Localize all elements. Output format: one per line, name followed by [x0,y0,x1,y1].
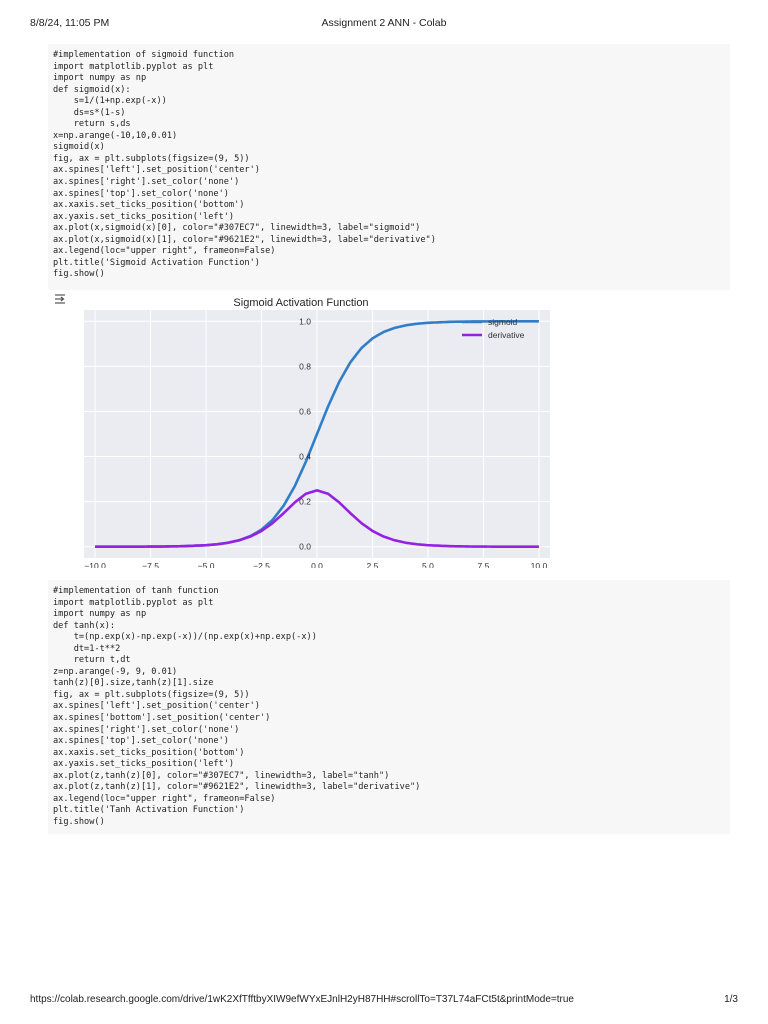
x-tick-label: 7.5 [477,561,490,568]
x-tick-label: −2.5 [253,561,270,568]
y-tick-label: 0.4 [299,451,311,462]
code-cell-sigmoid[interactable] [48,44,730,290]
x-tick-label: 0.0 [311,561,323,568]
print-footer [0,994,768,1008]
print-header [0,17,768,31]
x-tick-label: −5.0 [197,561,215,568]
code-editor[interactable]: #implementation of tanh function import matplotlib.pyplot as plt import numpy as np def tanh(x): t=(np.exp(x)-np.exp(-x))/(np.exp(x)+np.exp(-x)) dt=1-t**2 return t,dt z=np.arange(-9, 9, 0.01) tanh(z)[0].size,tanh(z)[1].size fig, ax = plt.subplots(figsize=(9, 5)) ax.spines['left'].set_position('center') ax.spines['bottom'].set_position('center') ax.spines['right'].set_color('none') ax.spines['top'].set_color('none') ax.xaxis.set_ticks_position('bottom') ax.yaxis.set_ticks_position('left') ax.plot(z,tanh(z)[0], color="#307EC7", linewidth=3, label="tanh") ax.plot(z,tanh(z)[1], color="#9621E2", linewidth=3, label="derivative") ax.legend(loc="upper right", frameon=False) plt.title('Tanh Activation Function') fig.show() [53,586,421,827]
print-page-title: Assignment 2 ANN - Colab [321,17,447,29]
x-tick-label: 5.0 [422,561,434,568]
code-cell-tanh[interactable] [48,580,730,834]
print-datetime: 8/8/24, 11:05 PM [30,17,110,29]
y-tick-label: 0.0 [299,541,311,552]
legend-label-sigmoid: sigmoid [488,317,518,327]
sigmoid-chart [70,292,550,568]
chart-title: Sigmoid Activation Function [233,297,369,309]
x-tick-label: 2.5 [366,561,379,568]
y-tick-label: 0.6 [299,406,311,417]
y-tick-label: 0.8 [299,361,311,372]
print-url: https://colab.research.google.com/drive/1wK2XfTfftbyXIW9efWYxEJnlH2yH87HH#scrollTo=T37L74aFCt5t&printMode=true [30,994,574,1005]
x-tick-label: −7.5 [142,561,159,568]
legend-label-derivative: derivative [488,330,525,340]
x-tick-label: 10.0 [530,561,548,568]
y-tick-label: 0.2 [299,496,311,507]
y-tick-label: 1.0 [299,316,311,327]
code-editor[interactable]: #implementation of sigmoid function import matplotlib.pyplot as plt import numpy as np def sigmoid(x): s=1/(1+np.exp(-x)) ds=s*(1-s) return s,ds x=np.arange(-10,10,0.01) sigmoid(x) fig, ax = plt.subplots(figsize=(9, 5)) ax.spines['left'].set_position('center') ax.spines['right'].set_color('none') ax.spines['top'].set_color('none') ax.xaxis.set_ticks_position('bottom') ax.yaxis.set_ticks_position('left') ax.plot(x,sigmoid(x)[0], color="#307EC7", linewidth=3, label="sigmoid") ax.plot(x,sigmoid(x)[1], color="#9621E2", linewidth=3, label="derivative") ax.legend(loc="upper right", frameon=False) plt.title('Sigmoid Activation Function') fig.show() [53,50,436,280]
x-tick-label: −10.0 [84,561,106,568]
page-number: 1/3 [724,994,738,1005]
output-collapse-icon[interactable] [53,292,69,306]
chart-canvas [70,292,550,568]
